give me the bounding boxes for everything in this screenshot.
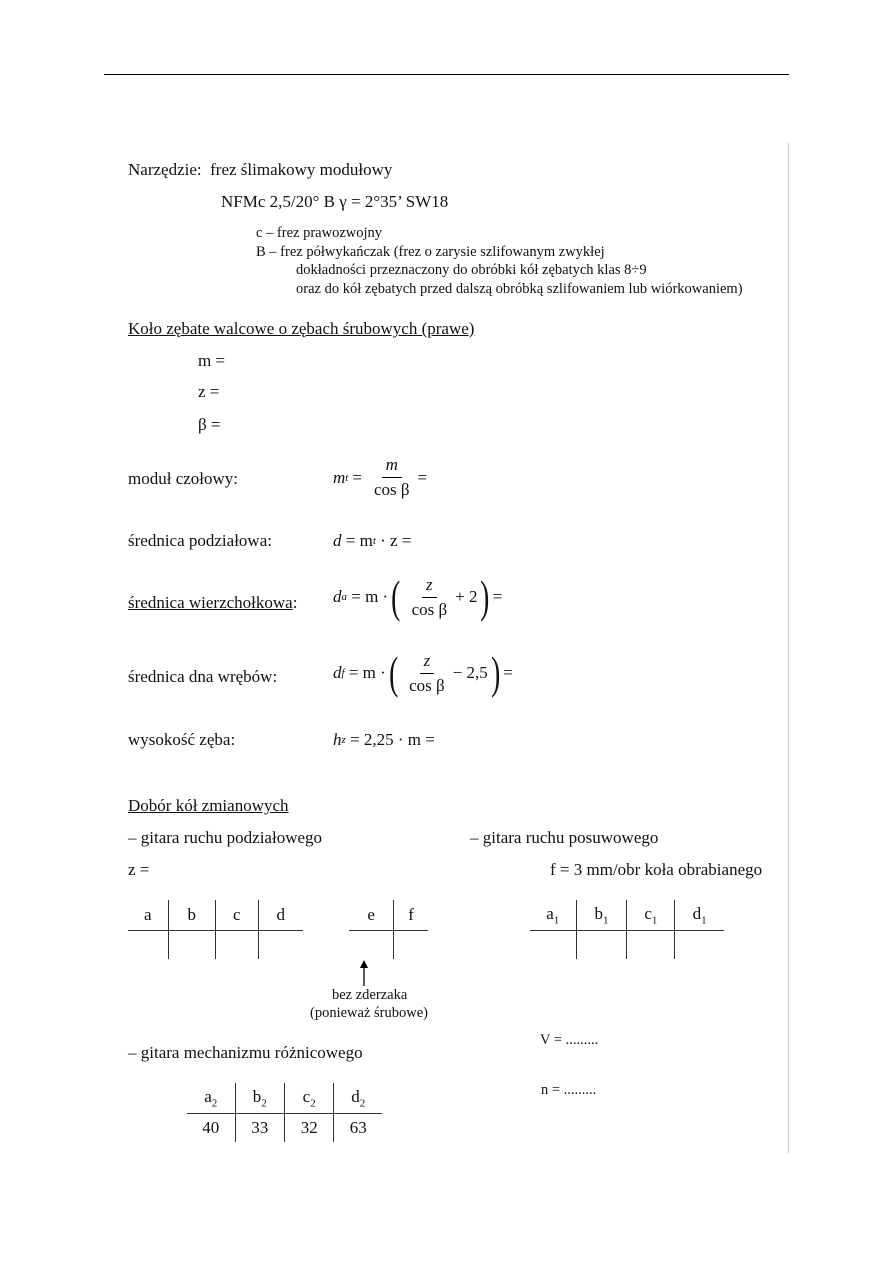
pitch-text: = m [345,531,373,550]
cell-e [349,931,394,960]
tip-formula [333,571,503,622]
module-den: cos β [373,480,410,499]
tool-designation: NFMc 2,5/20° B γ = 2°35’ SW18 [221,192,449,211]
tip-paren-right: ) [480,571,490,622]
pitch-sub: t [372,535,376,547]
tip-eq: = [492,587,503,606]
col-c: c [215,900,258,931]
root-label: średnica dna wrębów: [128,667,278,686]
cell-d2: 63 [334,1114,382,1143]
height-label: wysokość zęba: [128,730,236,749]
pitch-formula: d = m t · z = [333,531,412,550]
root-formula [333,647,513,698]
cell-c2: 32 [284,1114,333,1143]
tool-note-b: B – frez półwykańczak (frez o zarysie szlifowanym zwykłej [256,244,605,260]
up-arrow-icon [357,960,371,986]
cell-b2: 33 [235,1114,284,1143]
tip-label-line [128,593,297,613]
col-c2: $c_2$ [284,1083,333,1114]
col-d2: $d_2$ [334,1083,382,1114]
module-lhs: m [333,467,346,487]
z-label: z = [128,860,150,879]
tip-lhs: d [333,587,342,606]
root-paren-left: ( [388,647,399,698]
tip-label: średnica wierzchołkowa [128,593,293,612]
cell-a [128,931,168,960]
tip-fraction [408,575,452,620]
feed-label: – gitara ruchu posuwowego [470,828,659,847]
param-beta: β = [198,415,221,434]
height-formula [333,730,435,750]
cell-b [168,931,215,960]
col-d: d [258,900,303,931]
height-rest: = 2,25 · m = [350,730,435,749]
scan-edge-line [788,143,789,1153]
col-a2: $a_2$ [187,1083,235,1114]
height-lhs: h [333,730,342,749]
param-z: z = [198,382,220,401]
col-f: f [394,900,428,931]
ef-table [349,900,428,959]
col-b: b [168,900,215,931]
tool-note-b3: oraz do kół zębatych przed dalszą obróbką szlifowaniem lub wiórkowaniem) [296,281,743,297]
module-fraction [370,455,414,500]
note-line2: (ponieważ śrubowe) [310,1005,428,1021]
col-e: e [349,900,394,931]
indexing-label: – gitara ruchu podziałowego [128,828,323,847]
cell-c1 [627,931,675,960]
root-paren-right: ) [490,647,501,698]
root-sub: f [341,667,345,679]
pitch-label: średnica podziałowa: [128,531,272,550]
tool-label: Narzędzie: [128,160,202,179]
cell-d1 [675,931,724,960]
root-eq: = [503,663,513,682]
col-a: a [128,900,168,931]
root-fraction [405,651,449,696]
col-a1: $a_1$ [530,900,576,931]
cell-b1 [576,931,627,960]
root-num: z [420,651,435,674]
tool-note-b2: dokładności przeznaczony do obróbki kół zębatych klas 8÷9 [296,262,647,278]
cell-a1 [530,931,576,960]
tool-note-c: c – frez prawozwojny [256,225,383,241]
change-gears-heading: Dobór kół zmianowych [128,796,289,815]
height-sub: z [341,734,346,746]
module-eq: = [417,467,428,487]
cell-c [215,931,258,960]
differential-table [187,1083,382,1142]
differential-label: – gitara mechanizmu różnicowego [128,1043,363,1062]
col-c1: $c_1$ [627,900,675,931]
root-mid: = m · [348,663,386,682]
tip-add: + 2 [455,587,478,606]
note-line1: bez zderzaka [332,987,408,1003]
v-label: V = ......... [540,1032,599,1048]
f-label: f = 3 mm/obr koła obrabianego [550,860,763,879]
indexing-table [128,900,303,959]
cell-a2: 40 [202,1118,220,1137]
root-lhs: d [333,663,342,682]
tip-num: z [422,575,437,598]
cell-d [258,931,303,960]
col-d1: $d_1$ [675,900,724,931]
module-sub: t [345,471,349,484]
tool-line [128,160,392,180]
feed-table [530,900,724,959]
tip-colon: : [292,593,298,612]
gear-heading: Koło zębate walcowe o zębach śrubowych (prawe) [128,319,475,338]
pitch-rest: · z = [380,531,412,550]
tip-sub: a [341,591,347,603]
tip-mid: = m · [351,587,389,606]
top-rule [104,74,789,75]
module-label: moduł czołowy: [128,469,239,488]
module-num: m [382,455,402,478]
n-label: n = ......... [541,1082,597,1098]
tip-den: cos β [411,599,448,619]
tip-paren-left: ( [391,571,401,622]
root-den: cos β [409,675,445,695]
root-add: − 2,5 [452,663,488,682]
param-m: m = [198,351,226,370]
tool-name: frez ślimakowy modułowy [210,160,393,179]
col-b1: $b_1$ [576,900,627,931]
cell-f [394,931,428,960]
module-formula: m t = $\frac{m}{\text{cos β}}$ = [333,455,428,499]
col-b2: $b_2$ [235,1083,284,1114]
